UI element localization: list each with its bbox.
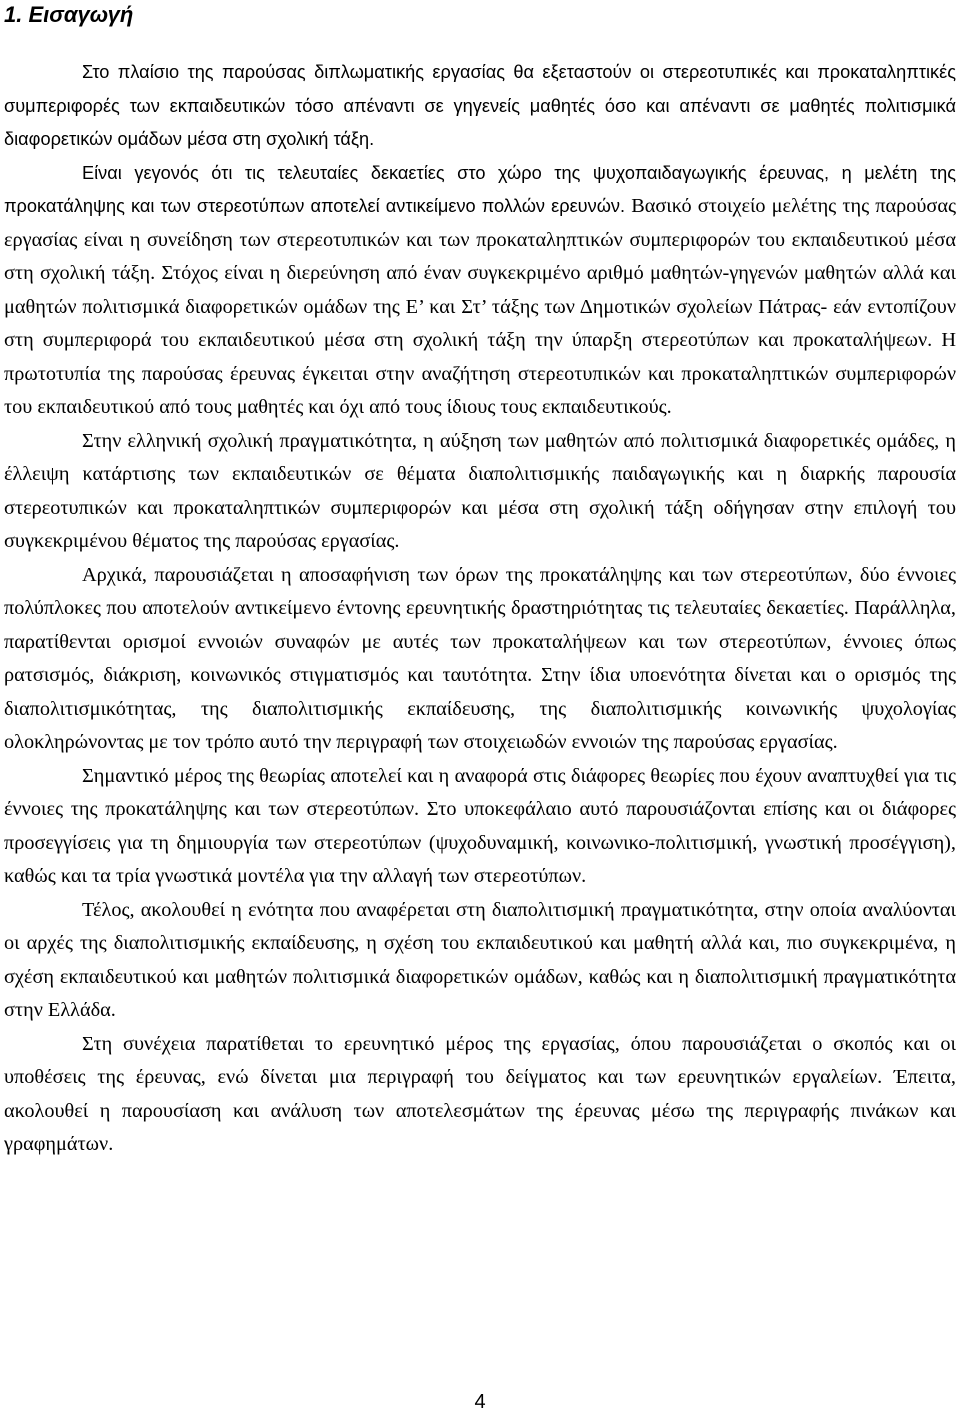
paragraph-7 [4, 1028, 956, 1162]
paragraph-5-text: Σημαντικό μέρος της θεωρίας αποτελεί και η αναφορά στις διάφορες θεωρίες που έχουν αναπτυχθεί για τις έννοιες της προκατάληψης και των στερεοτύπων. Στο υποκεφάλαιο αυτό παρουσιάζονται επίσης και οι διάφορες προσεγγίσεις για τη δημιουργία των στερεοτύπων (ψυχοδυναμική, κοινωνικο-πολιτισμική, γνωστική προσέγγιση), καθώς και τα τρία γνωστικά μοντέλα για την αλλαγή των στερεοτύπων. [4, 764, 956, 887]
paragraph-7-text: Στη συνέχεια παρατίθεται το ερευνητικό μέρος της εργασίας, όπου παρουσιάζεται ο σκοπός και οι υποθέσεις της έρευνας, ενώ δίνεται μια περιγραφή του δείγματος και των ερευνητικών εργαλείων. Έπειτα, ακολουθεί η παρουσίαση και ανάλυση των αποτελεσμάτων της έρευνας μέσω της περιγραφής πινάκων και γραφημάτων. [4, 1032, 956, 1155]
paragraph-2-text: Βασικό στοιχείο μελέτης της παρούσας εργασίας είναι η συνείδηση των στερεοτυπικών και των προκαταληπτικών συμπεριφορών του εκπαιδευτικού μέσα στη σχολική τάξη. Στόχος είναι η διερεύνηση από έναν συγκεκριμένο αριθμό μαθητών-γηγενών μαθητών αλλά και μαθητών πολιτισμικά διαφορετικών ομάδων της Ε’ και Στ’ τάξης των Δημοτικών σχολείων Πάτρας- εάν εντοπίζουν στη συμπεριφορά του εκπαιδευτικού μέσα στη σχολική τάξη την ύπαρξη στερεοτύπων και προκαταλήψεων. Η πρωτοτυπία της παρούσας έρευνας έγκειται στην αναζήτηση στερεοτυπικών και προκαταληπτικών συμπεριφορών του εκπαιδευτικού από τους μαθητές και όχι από τους ίδιους τους εκπαιδευτικούς. [4, 195, 956, 418]
paragraph-6-text: Τέλος, ακολουθεί η ενότητα που αναφέρεται στη διαπολιτισμική πραγματικότητα, στην οποία αναλύονται οι αρχές της διαπολιτισμικής εκπαίδευσης, η σχέση του εκπαιδευτικού και μαθητή αλλά και, πιο συγκεκριμένα, η σχέση εκπαιδευτικού και μαθητών πολιτισμικά διαφορετικών ομάδων, καθώς και η διαπολιτισμική πραγματικότητα στην Ελλάδα. [4, 898, 956, 1021]
paragraph-3 [4, 425, 956, 559]
paragraph-2 [4, 157, 956, 425]
paragraph-1-text: Στο πλαίσιο της παρούσας διπλωματικής εργασίας θα εξεταστούν οι στερεοτυπικές και προκαταληπτικές συμπεριφορές των εκπαιδευτικών τόσο απέναντι σε γηγενείς μαθητές όσο και απέναντι σε μαθητές πολιτισμικά διαφορετικών ομάδων μέσα στη σχολική τάξη. [4, 62, 956, 149]
paragraph-6 [4, 894, 956, 1028]
paragraph-2-lead: Είναι γεγονός ότι τις τελευταίες δεκαετίες στο χώρο της ψυχοπαιδαγωγικής έρευνας, η μελέτη της προκατάληψης και των στερεοτύπων αποτελεί αντικείμενο πολλών ερευνών. [4, 162, 956, 216]
section-heading: 1. Εισαγωγή [4, 2, 134, 27]
paragraph-3-text: Στην ελληνική σχολική πραγματικότητα, η αύξηση των μαθητών από πολιτισμικά διαφορετικές ομάδες, η έλλειψη κατάρτισης των εκπαιδευτικών σε θέματα διαπολιτισμικής παιδαγωγικής και η διαρκής παρουσία στερεοτυπικών και προκαταληπτικών συμπεριφορών και μέσα στη σχολική τάξη οδήγησαν στην επιλογή του συγκεκριμένου θέματος της παρούσας εργασίας. [4, 429, 956, 552]
paragraph-5 [4, 760, 956, 894]
document-body [4, 56, 956, 1162]
page-number: 4 [474, 1391, 486, 1413]
paragraph-1 [4, 56, 956, 157]
paragraph-4 [4, 559, 956, 760]
paragraph-4-text: Αρχικά, παρουσιάζεται η αποσαφήνιση των όρων της προκατάληψης και των στερεοτύπων, δύο έννοιες πολύπλοκες που αποτελούν αντικείμενο έντονης ερευνητικής δραστηριότητας τις τελευταίες δεκαετίες. Παράλληλα, παρατίθενται ορισμοί εννοιών συναφών με αυτές των προκαταλήψεων και των στερεοτύπων, έννοιες όπως ρατσισμός, διάκριση, κοινωνικός στιγματισμός και ταυτότητα. Στην ίδια υποενότητα δίνεται και ο ορισμός της διαπολιτισμικότητας, της διαπολιτισμικής εκπαίδευσης, της διαπολιτισμικής κοινωνικής ψυχολογίας ολοκληρώνοντας με τον τρόπο αυτό την περιγραφή των στοιχειωδών εννοιών της παρούσας εργασίας. [4, 563, 956, 753]
